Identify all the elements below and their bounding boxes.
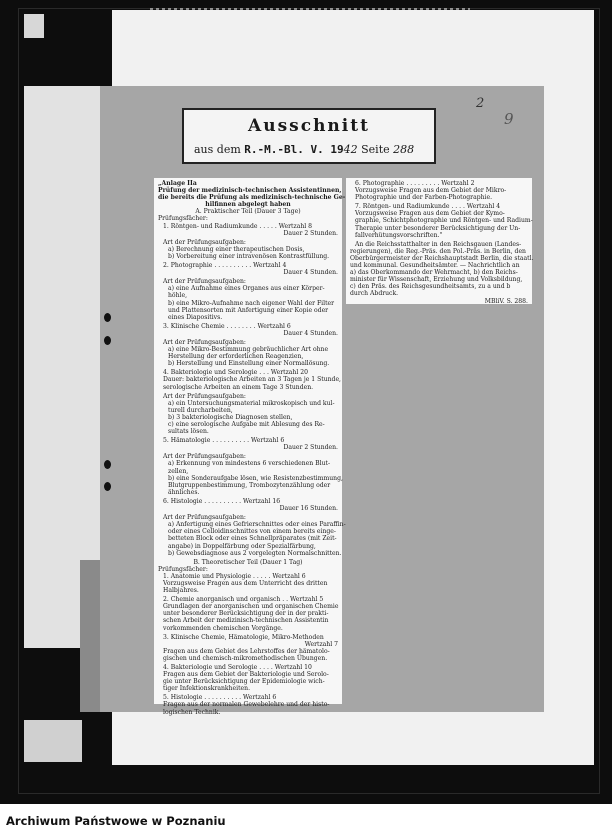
text-line: Art der Prüfungsaufgaben: bbox=[163, 514, 246, 522]
text-line: unter besonderer Berücksichtigung der in der prakti- bbox=[163, 610, 329, 618]
text-line: a) Erkennung von mindestens 6 verschiedenen Blut- bbox=[168, 460, 331, 468]
text-line: c) den Präs. des Reichsgesundheitsamts, zu a und b bbox=[350, 283, 511, 291]
text-line: 5. Histologie . . . . . . . . . . Wertzahl 6 bbox=[163, 694, 277, 702]
text-line: Art der Prüfungsaufgaben: bbox=[163, 392, 246, 400]
text-line: Vorzugsweise Fragen aus dem Gebiet der Kymo- bbox=[355, 210, 505, 218]
text-line: Halbjahres. bbox=[163, 587, 199, 595]
text-line: Prüfung der medizinisch-technischen Assistentinnen, bbox=[158, 187, 342, 195]
stamp-page-number: 288 bbox=[393, 143, 415, 156]
punch-hole bbox=[104, 336, 111, 345]
text-line: Dauer 16 Stunden. bbox=[279, 505, 338, 513]
clipping-column-right bbox=[346, 178, 532, 304]
text-line: B. Theoretischer Teil (Dauer 1 Tag) bbox=[193, 558, 303, 566]
text-line: Dauer 4 Stunden. bbox=[283, 329, 338, 337]
text-line: durch Abdruck. bbox=[350, 290, 399, 298]
text-line: Grundlagen der anorganischen und organischen Chemie bbox=[163, 603, 339, 611]
text-line: sultats lösen. bbox=[168, 428, 209, 436]
text-line: graphie, Schichtphotographie und Röntgen- und Radium- bbox=[355, 217, 533, 225]
text-line: Art der Prüfungsaufgaben: bbox=[163, 278, 246, 286]
text-line: Fragen aus dem Gebiet der Bakteriologie und Serolo- bbox=[163, 671, 329, 679]
text-line: betteten Block oder eines Schnellpräparates (mit Zeit- bbox=[168, 535, 337, 543]
text-line: 3. Klinische Chemie . . . . . . . . Wertzahl 6 bbox=[163, 322, 291, 330]
stamp-prefix: aus dem bbox=[194, 143, 241, 156]
text-line: Art der Prüfungsaufgaben: bbox=[163, 238, 246, 246]
text-line: 6. Histologie . . . . . . . . . . Wertzahl 16 bbox=[163, 497, 281, 505]
text-line: vorkommenden chemischen Vorgänge. bbox=[163, 624, 283, 632]
text-line: Therapie unter besonderer Berücksichtigung der Un- bbox=[355, 224, 521, 232]
text-line: fallverhütungsvorschriften." bbox=[355, 231, 443, 239]
text-line: 2. Chemie anorganisch und organisch . . Wertzahl 5 bbox=[163, 596, 324, 604]
text-line: Oberbürgermeister der Reichshauptstadt Berlin, die staatl. bbox=[350, 254, 534, 262]
text-line: b) eine Sonderaufgabe lösen, wie Resistenzbestimmung, bbox=[168, 474, 343, 482]
text-line: 4. Bakteriologie und Serologie . . . Wertzahl 20 bbox=[163, 369, 308, 377]
stamp-seite-label: Seite bbox=[361, 143, 390, 156]
text-line: Art der Prüfungsaufgaben: bbox=[163, 453, 246, 461]
text-line: 4. Bakteriologie und Serologie . . . . Wertzahl 10 bbox=[163, 664, 312, 671]
text-line: Vorzugsweise Fragen aus dem Unterricht des dritten bbox=[163, 579, 328, 587]
text-line: Blutgruppenbestimmung, Trombozytenzählung oder bbox=[168, 481, 331, 489]
clipping-stamp bbox=[182, 108, 436, 164]
folder-tab bbox=[24, 14, 44, 38]
handwritten-page-mark: 9 bbox=[504, 110, 514, 128]
text-line: b) Gewebsdiagnose aus 2 vorgelegten Normalschnitten. bbox=[168, 549, 342, 557]
stamp-reference-line bbox=[194, 143, 426, 156]
text-line: Vorzugsweise Fragen aus dem Gebiet der Mikro- bbox=[355, 187, 507, 195]
text-line: b) Vorbereitung einer intravenösen Kontrastfüllung. bbox=[168, 252, 330, 260]
text-line: zellen, bbox=[168, 467, 189, 475]
text-line: 7. Röntgen- und Radiumkunde . . . . Wertzahl 4 bbox=[355, 203, 501, 211]
punch-hole bbox=[104, 460, 111, 469]
text-line: Prüfungsfächer: bbox=[158, 565, 208, 573]
text-line: „Anlage IIa bbox=[158, 180, 197, 187]
punch-hole bbox=[104, 313, 111, 322]
text-line: a) Anfertigung eines Gefrierschnittes oder eines Paraffin- bbox=[168, 521, 346, 529]
archive-footer bbox=[0, 804, 612, 840]
text-line: Dauer: bakteriologische Arbeiten an 3 Tagen je 1 Stunde, bbox=[163, 376, 341, 384]
text-line: logischen Technik. bbox=[163, 708, 221, 716]
stamp-year: 42 bbox=[343, 143, 358, 156]
text-line: gischen und chemisch-mikromethodischen Übungen. bbox=[163, 654, 328, 662]
text-line: a) eine Mikro-Bestimmung gebräuchlicher Art ohne bbox=[168, 346, 329, 354]
text-line: a) Berechnung einer therapeutischen Dosis, bbox=[168, 245, 305, 253]
text-line: turell durcharbeiten, bbox=[168, 406, 233, 414]
text-line: ähnliches. bbox=[168, 488, 200, 496]
text-line: 5. Hämatologie . . . . . . . . . . Wertzahl 6 bbox=[163, 437, 285, 445]
text-line: Dauer 4 Stunden. bbox=[283, 269, 338, 277]
text-line: 1. Anatomie und Physiologie . . . . . Wertzahl 6 bbox=[163, 572, 306, 580]
text-line: A. Praktischer Teil (Dauer 3 Tage) bbox=[195, 208, 301, 216]
stamp-title: Ausschnitt bbox=[248, 116, 370, 136]
text-line: die bereits die Prüfung als medizinisch-technische Ge- bbox=[158, 194, 346, 202]
text-line: Dauer 2 Stunden. bbox=[283, 444, 338, 452]
punch-hole bbox=[104, 482, 111, 491]
text-line: Art der Prüfungsaufgaben: bbox=[163, 338, 246, 346]
text-line: Photographie und der Farben-Photographie. bbox=[355, 194, 493, 202]
text-line: b) 3 bakteriologische Diagnosen stellen, bbox=[168, 413, 293, 421]
text-line: höhle, bbox=[168, 292, 188, 300]
text-line: An die Reichsstatthalter in den Reichsgauen (Landes- bbox=[355, 240, 522, 248]
text-line: hilfinnen abgelegt haben bbox=[205, 201, 291, 209]
text-line: tiger Infektionskrankheiten. bbox=[163, 685, 251, 693]
text-line: angabe) in Doppelfärbung oder Spezialfärbung, bbox=[168, 542, 316, 550]
text-line: und kommunal. Gesundheitsämter. — Nachrichtlich an bbox=[350, 262, 520, 270]
text-line: Fragen aus der normalen Gewebelehre und der histo- bbox=[163, 701, 330, 709]
text-line: 1. Röntgen- und Radiumkunde . . . . . Wertzahl 8 bbox=[163, 222, 313, 230]
text-line: 3. Klinische Chemie, Hämatologie, Mikro-Methoden bbox=[163, 633, 324, 641]
text-line: serologische Arbeiten an einem Tage 3 Stunden. bbox=[163, 383, 314, 391]
text-line: a) ein Untersuchungsmaterial mikroskopisch und kul- bbox=[168, 399, 335, 407]
text-line: 6. Photographie . . . . . . . . . Wertzahl 2 bbox=[355, 180, 475, 187]
handwritten-mark: 2 bbox=[476, 96, 485, 111]
text-line: schen Arbeit der medizinisch-technischen Assistentin bbox=[163, 617, 329, 625]
text-line: oder eines Celloidinschnittes von einem bereits einge- bbox=[168, 528, 336, 536]
text-line: regierungen), die Reg.-Präs. den Pol.-Präs. in Berlin, den bbox=[350, 247, 526, 255]
folder-strip bbox=[24, 720, 82, 762]
text-line: a) das Oberkommando der Wehrmacht, b) den Reichs- bbox=[350, 269, 518, 277]
text-line: Fragen aus dem Gebiet des Lehrstoffes der hämatolo- bbox=[163, 647, 330, 655]
text-line: eines Diapositivs. bbox=[168, 313, 223, 321]
text-line: Wertzahl 7 bbox=[304, 640, 338, 648]
text-line: b) eine Mikro-Aufnahme nach eigener Wahl der Filter bbox=[168, 299, 335, 307]
archive-name: Archiwum Państwowe w Poznaniu bbox=[6, 814, 226, 828]
text-line: 2. Photographie . . . . . . . . . . Wertzahl 4 bbox=[163, 262, 287, 270]
text-line: b) Herstellung und Einstellung einer Normallösung. bbox=[168, 360, 330, 368]
text-line: und Plattensorten mit Anfertigung einer Kopie oder bbox=[168, 306, 329, 314]
text-line: gie unter Berücksichtigung der Epidemiologie wich- bbox=[163, 678, 325, 686]
text-line: Herstellung der erforderlichen Reagenzien, bbox=[168, 353, 304, 361]
text-line: c) eine serologische Aufgabe mit Ablesung des Re- bbox=[168, 421, 325, 428]
stamp-reference: R.-M.-Bl. V. 19 bbox=[244, 143, 344, 156]
text-line: minister für Wissenschaft, Erziehung und Volksbildung, bbox=[350, 276, 523, 284]
text-line: Dauer 2 Stunden. bbox=[283, 229, 338, 237]
text-line: Prüfungsfächer: bbox=[158, 215, 208, 223]
text-line: MBliV. S. 288. bbox=[484, 297, 528, 305]
text-line: a) eine Aufnahme eines Organes aus einer Körper- bbox=[168, 285, 325, 293]
clipping-column-left bbox=[154, 178, 346, 716]
